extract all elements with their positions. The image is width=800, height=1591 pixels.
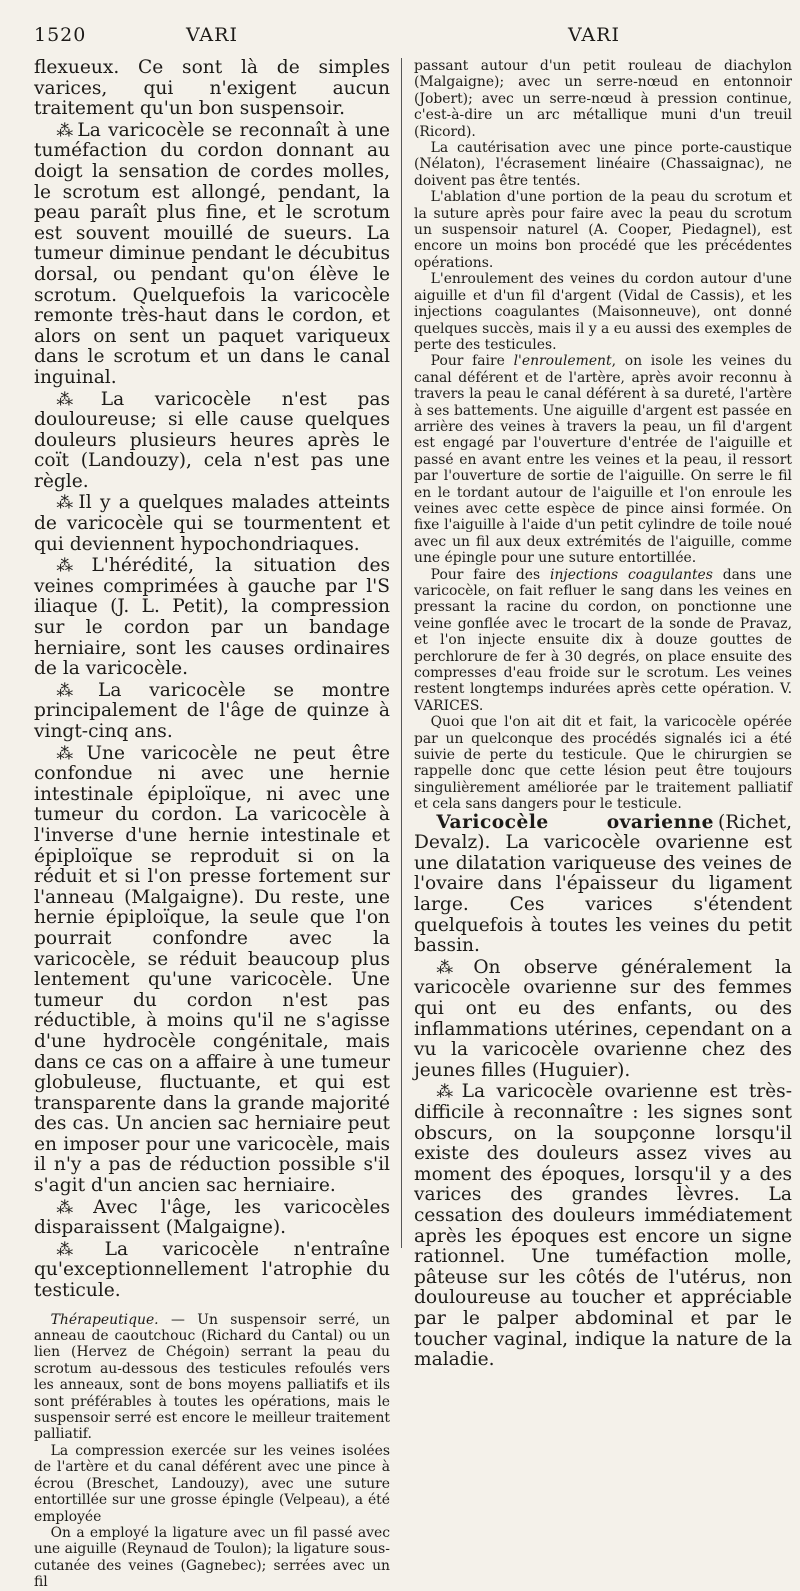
paragraph: ⁂ Il y a quelques malades atteints de varicocèle qui se tourmentent et qui deviennent hypochondriaques. [34, 492, 391, 555]
running-header [0, 24, 800, 50]
asterism-icon: ⁂ [56, 388, 97, 409]
paragraph: ⁂ La varicocèle se reconnaît à une tuméfaction du cordon donnant au doigt la sensation de cordes molles, le scrotum est allongé, pendant, la peau paraît plus fine, et le scrotum est souvent mouillé de sueurs. La tumeur diminue pendant le décubitus dorsal, ou pendant qu'on élève le scrotum. Quelquefois la varicocèle remonte très-haut dans le cordon, et alors on sent un paquet variqueux dans le scrotum et un dans le canal inguinal. [34, 119, 390, 388]
right-running-head: VARI [568, 24, 620, 46]
emphasis-term: injections coagulantes [550, 566, 713, 583]
injections-paragraph: Pour faire des injections coagulantes dans une varicocèle, on fait refluer le sang dans les veines en pressant la racine du cordon, on ponctionne une veine gonflée avec le trocart de la sonde de Pravaz, et l'on injecte ensuite dix à douze gouttes de perchlorure de fer à 30 degrés, on place ensuite des compresses d'eau froide sur le scrotum. Les veines restent longtemps indurées après cette opération. V. VARICES. [414, 566, 793, 714]
paragraph: ⁂ L'hérédité, la situation des veines comprimées à gauche par l'S iliaque (J. L. Petit), la compression sur le cordon par un bandage herniaire, sont les causes ordinaires de la varicocèle. [34, 555, 390, 680]
section-authors: (Richet, Devalz). [414, 811, 792, 854]
asterism-icon: ⁂ [436, 1081, 458, 1102]
therapeutics-paragraph: Thérapeutique. — Un suspensoir serré, un anneau de caoutchouc (Richard du Cantal) ou un lien (Hervez de Chégoin) serrant la peau du scrotum au-dessous des testicules refoulés vers les anneaux, sont de bons moyens palliatifs et ils sont préférables à toutes les opérations, mais le suspensoir serré est encore le meilleur traitement palliatif. [34, 1311, 390, 1443]
section-intro: Varicocèle ovarienne (Richet, Devalz). La varicocèle ovarienne est une dilatation variqueuse des veines de l'ovaire dans l'épaisseur du ligament large. Ces varices s'étendent quelquefois à toutes les veines du petit bassin. [414, 811, 792, 957]
paragraph: flexueux. Ce sont là de simples varices, qui n'exigent aucun traitement qu'un bon suspensoir. [34, 57, 390, 120]
asterism-icon: ⁂ [56, 742, 83, 763]
paragraph: Quoi que l'on ait dit et fait, la varicocèle opérée par un quelconque des procédés signalés ici a été suivie de perte du testicule. Que le chirurgien se rappelle donc que cette lésion peut être toujours singulièrement améliorée par le traitement palliatif et cela sans dangers pour le testicule. [414, 714, 792, 813]
paragraph: On a employé la ligature avec un fil passé avec une aiguille (Reynaud de Toulon); la ligature sous-cutanée des veines (Gagnebec); serrées avec un fil [34, 1524, 390, 1591]
asterism-icon: ⁂ [56, 679, 94, 700]
paragraph: ⁂ Avec l'âge, les varicocèles disparaissent (Malgaigne). [34, 1196, 390, 1239]
therapeutics-label: Thérapeutique. [50, 1311, 159, 1328]
right-column [414, 58, 792, 1371]
enroulement-paragraph: Pour faire l'enroulement, on isole les veines du canal déférent et de l'artère, après avoir reconnu à travers la peau le canal déférent à sa dureté, l'artère à ses battements. Une aiguille d'argent est passée en arrière des veines à travers la peau, un fil d'argent est engagé par l'ouverture d'entrée de l'aiguille et passé en avant entre les veines et la peau, il ressort par l'ouverture de sortie de l'aiguille. On serre le fil en le tordant autour de l'aiguille et l'on enroule les veines avec cette espèce de pince ainsi formée. On fixe l'aiguille à l'aide d'un petit cylindre de toile noué avec un fil aux deux extrémités de l'aiguille, comme une épingle pour une suture entortillée. [414, 353, 792, 567]
paragraph: ⁂ La varicocèle ovarienne est très-difficile à reconnaître : les signes sont obscurs, on la soupçonne lorsqu'il existe des douleurs assez vives au moment des époques, lorsqu'il y a des varices des grandes lèvres. La cessation des douleurs immédiatement après les époques est encore un signe rationnel. Une tuméfaction molle, pâteuse sur les côtés de l'utérus, non douloureuse au toucher et appréciable par le palper abdominal et par le toucher vaginal, indique la nature de la maladie. [414, 1081, 793, 1371]
asterism-icon: ⁂ [56, 119, 74, 140]
asterism-icon: ⁂ [56, 555, 88, 576]
asterism-icon: ⁂ [436, 956, 470, 977]
column-divider [401, 58, 402, 1248]
paragraph: ⁂ Une varicocèle ne peut être confondue ni avec une hernie intestinale épiploïque, ni avec une tumeur du cordon. La varicocèle à l'inverse d'une hernie intestinale et épiploïque se reproduit si on la réduit et si l'on presse fortement sur l'anneau (Malgaigne). Du reste, une hernie épiploïque, la seule que l'on pourrait confondre avec la varicocèle, se réduit beaucoup plus lentement qu'une varicocèle. Une tumeur du cordon n'est pas réductible, à moins qu'il ne s'agisse d'une hydrocèle congénitale, mais dans ce cas on a affaire à une tumeur globuleuse, fluctuante, et qui est transparente dans la grande majorité des cas. Un ancien sac herniaire peut en imposer pour une varicocèle, mais il n'y a pas de réduction possible s'il s'agit d'un ancien sac herniaire. [34, 742, 390, 1197]
paragraph: ⁂ On observe généralement la varicocèle ovarienne sur des femmes qui ont eu des enfants, ou des inflammations utérines, cependant on a vu la varicocèle ovarienne chez des jeunes filles (Huguier). [414, 956, 792, 1081]
paragraph: L'enroulement des veines du cordon autour d'une aiguille et d'un fil d'argent (Vidal de Cassis), et les injections coagulantes (Maisonneuve), ont donné quelques succès, mais il y a eu aussi des exemples de perte des testicules. [414, 271, 792, 353]
paragraph: La cautérisation avec une pince porte-caustique (Nélaton), l'écrasement linéaire (Chassaignac), ne doivent pas être tentés. [414, 140, 792, 189]
section-heading: Varicocèle ovarienne [436, 811, 715, 833]
page-number: 1520 [34, 24, 87, 46]
paragraph: ⁂ La varicocèle n'est pas douloureuse; si elle cause quelques douleurs plusieurs heures après le coït (Landouzy), cela n'est pas une règle. [34, 388, 390, 492]
asterism-icon: ⁂ [56, 1196, 90, 1217]
paragraph: La compression exercée sur les veines isolées de l'artère et du canal déférent avec une pince à écrou (Breschet, Landouzy), avec une suture entortillée sur une grosse épingle (Velpeau), a été employée [34, 1442, 390, 1525]
emphasis-term: l'enroulement [513, 353, 612, 370]
left-column [34, 58, 390, 1591]
left-running-head: VARI [186, 24, 238, 46]
asterism-icon: ⁂ [56, 1238, 101, 1259]
asterism-icon: ⁂ [56, 492, 75, 513]
paragraph: ⁂ La varicocèle se montre principalement de l'âge de quinze à vingt-cinq ans. [34, 679, 390, 742]
paragraph: L'ablation d'une portion de la peau du scrotum et la suture après pour faire avec la peau du scrotum un suspensoir naturel (A. Cooper, Piedagnel), est encore un moins bon procédé que les précédentes opérations. [414, 189, 792, 271]
paragraph: passant autour d'un petit rouleau de diachylon (Malgaigne); avec un serre-nœud en entonnoir (Jobert); avec un serre-nœud à pression continue, c'est-à-dire un arc métallique muni d'un treuil (Ricord). [414, 58, 792, 140]
paragraph: ⁂ La varicocèle n'entraîne qu'exceptionnellement l'atrophie du testicule. [34, 1238, 391, 1302]
